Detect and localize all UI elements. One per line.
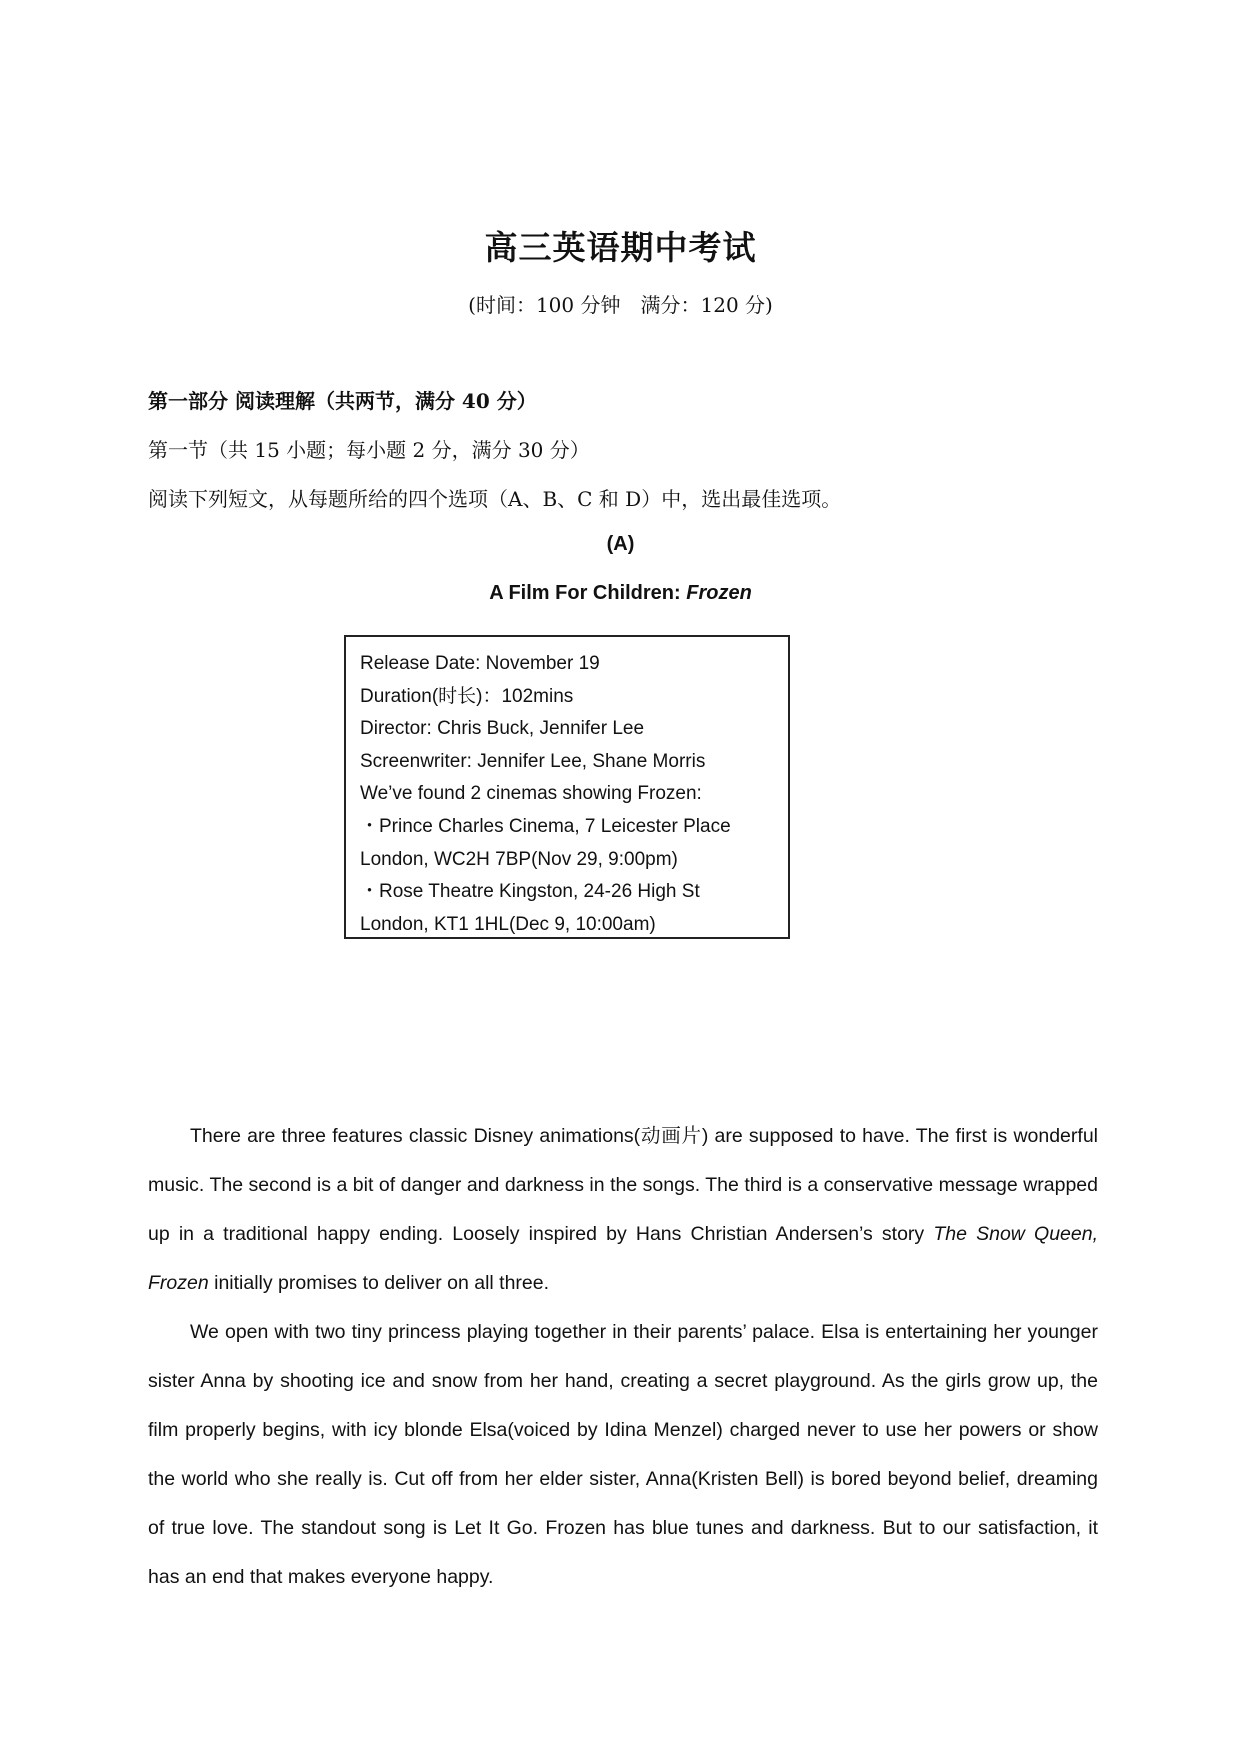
- paragraph-1-italic: The Snow Queen, Frozen: [148, 1223, 1098, 1294]
- info-director: Director: Chris Buck, Jennifer Lee: [360, 718, 645, 740]
- reading-instruction: 阅读下列短文，从每题所给的四个选项（A、B、C 和 D）中，选出最佳选项。: [148, 487, 842, 511]
- passage-title-film: Frozen: [686, 582, 752, 604]
- info-release-date: Release Date: November 19: [360, 653, 600, 674]
- exam-subtitle: (时间：100 分钟 满分：120 分): [468, 293, 773, 317]
- passage-title-prefix: A Film For Children:: [489, 582, 687, 604]
- info-cinema-1: ・Prince Charles Cinema, 7 Leicester Place: [360, 815, 731, 837]
- section-one-line: 第一节（共 15 小题；每小题 2 分，满分 30 分）: [148, 438, 590, 462]
- paragraph-2: [148, 1308, 1098, 1602]
- info-cinema-2: ・Rose Theatre Kingston, 24-26 High St: [360, 881, 700, 903]
- info-duration: Duration(时长)：102mins: [360, 685, 574, 707]
- paragraph-1-text: There are three features classic Disney animations(动画片) are supposed to have. The first is wonderful music. The second is a bit of danger and darkness in the songs. The third is a conservative message wrapped up in a traditional happy ending. Loosely inspired by Hans Christian Andersen’s story: [148, 1125, 1098, 1245]
- info-cinema-1-address: London, WC2H 7BP(Nov 29, 9:00pm): [360, 848, 678, 870]
- paragraph-2-text: We open with two tiny princess playing together in their parents’ palace. Elsa is entertaining her younger sister Anna by shooting ice and snow from her hand, creating a secret playground. As the girls grow up, the film properly begins, with icy blonde Elsa(voiced by Idina Menzel) charged never to use her powers or show the world who she really is. Cut off from her elder sister, Anna(Kristen Bell) is bored beyond belief, dreaming of true love. The standout song is Let It Go. Frozen has blue tunes and darkness. But to our satisfaction, it has an end that makes everyone happy.: [148, 1321, 1098, 1588]
- part-one-heading: 第一部分 阅读理解（共两节，满分 40 分）: [148, 389, 537, 413]
- info-screenwriter: Screenwriter: Jennifer Lee, Shane Morris: [360, 750, 706, 772]
- info-cinemas-found: We’ve found 2 cinemas showing Frozen:: [360, 783, 702, 805]
- passage-label: (A): [606, 533, 635, 555]
- info-cinema-2-address: London, KT1 1HL(Dec 9, 10:00am): [360, 913, 656, 935]
- passage-title: [0, 582, 1241, 605]
- paragraph-1: [148, 1112, 1098, 1308]
- exam-title: 高三英语期中考试: [484, 228, 757, 267]
- paragraph-1-end: initially promises to deliver on all three.: [208, 1272, 550, 1294]
- film-info-box: [344, 635, 790, 939]
